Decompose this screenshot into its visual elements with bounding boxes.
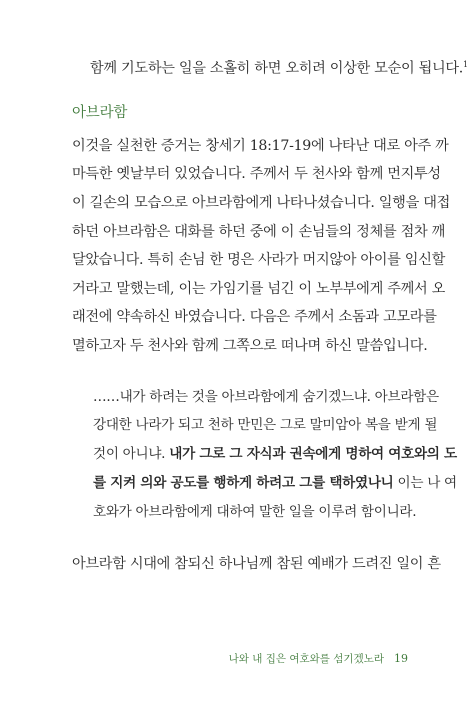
footnote-marker[interactable]: 1 <box>463 60 468 69</box>
page-number: 19 <box>394 652 408 665</box>
intro-line: 함께 기도하는 일을 소홀히 하면 오히려 이상한 모순이 됩니다.$^1$ <box>90 60 468 77</box>
paragraph-line: 이 길손의 모습으로 아브라함에게 나타나셨습니다. 일행을 대접 <box>72 195 451 211</box>
paragraph-line: 마득한 옛날부터 있었습니다. 주께서 두 천사와 함께 먼지투성 <box>72 166 441 182</box>
quote-line: 것이 아니냐. 내가 그로 그 자식과 권속에게 명하여 여호와의 도 <box>93 446 457 462</box>
paragraph-line: 래전에 약속하신 바였습니다. 다음은 주께서 소돔과 고모라를 <box>72 309 437 325</box>
quote-line: ……내가 하려는 것을 아브라함에게 숨기겠느냐. 아브라함은 <box>93 389 439 405</box>
running-title: 나와 내 집은 여호와를 섬기겠노라 <box>228 653 384 665</box>
section-heading: 아브라함 <box>72 105 128 121</box>
paragraph-line: 하던 아브라함은 대화를 하던 중에 이 손님들의 정체를 점차 깨 <box>72 224 446 240</box>
quote-emphasis: 를 지켜 의와 공도를 행하게 하려고 그를 택하였나니 <box>93 475 394 491</box>
quote-line: 강대한 나라가 되고 천하 만민은 그로 말미암아 복을 받게 될 <box>93 417 438 433</box>
paragraph-line: 이것을 실천한 증거는 창세기 18:17-19에 나타난 대로 아주 까 <box>72 138 449 154</box>
paragraph-line: 달았습니다. 특히 손님 한 명은 사라가 머지않아 아이를 임신할 <box>72 252 446 268</box>
closing-line: 아브라함 시대에 참되신 하나님께 참된 예배가 드려진 일이 흔 <box>72 556 441 572</box>
quote-line: 호와가 아브라함에게 대하여 말한 일을 이루려 함이니라. <box>93 504 417 520</box>
quote-line: 를 지켜 의와 공도를 행하게 하려고 그를 택하였나니 이는 나 여 <box>93 475 457 491</box>
page-footer <box>229 652 408 666</box>
paragraph-line: 멸하고자 두 천사와 함께 그쪽으로 떠나며 하신 말씀입니다. <box>72 338 428 354</box>
quote-emphasis: 내가 그로 그 자식과 권속에게 명하여 여호와의 도 <box>169 446 457 462</box>
paragraph-line: 거라고 말했는데, 이는 가임기를 넘긴 이 노부부에게 주께서 오 <box>72 281 446 297</box>
